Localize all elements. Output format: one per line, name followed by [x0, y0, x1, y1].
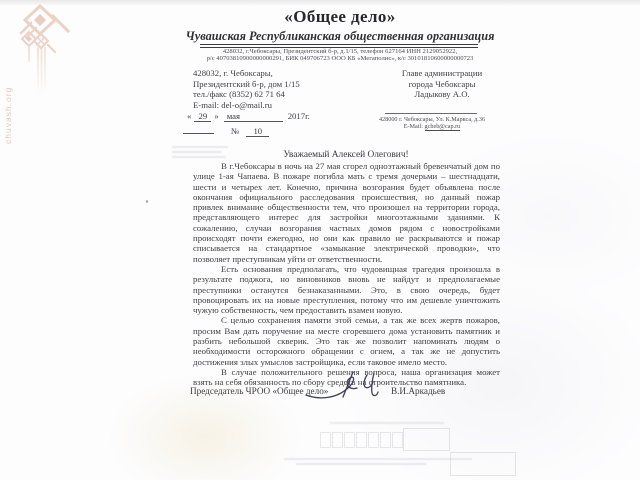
recipient-email-link: gcheb@cap.ru — [424, 123, 461, 131]
watermark-site-text: chuvash.org — [3, 86, 13, 144]
sender-email: E-mail: del-o@mail.ru — [193, 100, 272, 111]
signer-position: Председатель ЧРОО «Общее дело» — [190, 386, 329, 396]
number-blank-line — [183, 124, 214, 134]
recipient-email-line — [372, 123, 492, 130]
paragraph-4: В случае положительного решения вопроса, наша организация может взять на себя обязанность по сбору средств на строительство памятника. — [193, 366, 500, 388]
paragraph-2: Есть основания предполагать, что чудовищная трагедия произошла в результате поджога, но виновников вновь не найдут и предполагаемые преступники останутся безнаказанными. Это, в свою очередь, будет провоцировать их на новые преступления, потому что им дешевле уничтожить чужую собственность, чем предоставить взамен новую. — [193, 263, 500, 316]
recipient-address-block — [372, 116, 492, 130]
date-open-quote: « — [187, 111, 192, 121]
date-year: 2017г. — [287, 111, 310, 121]
bleedthrough-text-line — [284, 458, 472, 460]
org-title: «Общее дело» — [284, 7, 396, 26]
handwritten-signature-icon — [303, 369, 387, 403]
sender-address-line2: Президентский б-р, дом 1/15 — [193, 78, 300, 89]
bleedthrough-text-line — [296, 463, 426, 465]
org-requisites-line2: р/с 40703810900000000291, БИК 049706723 ООО КБ «Мегаполис», к/с 30101810600000000723 — [206, 55, 474, 62]
recipient-block — [377, 68, 507, 100]
recipient-line3: Ладыкову А.О. — [414, 89, 470, 100]
sender-address-line1: 428032, г. Чебоксары, — [193, 68, 273, 78]
chuvash-ornament-icon — [8, 3, 72, 99]
date-close-quote: » — [214, 111, 219, 121]
bleedthrough-text-line — [172, 146, 228, 148]
number-sign: № — [231, 126, 240, 136]
recipient-address: 428000 г. Чебоксары, Ул. К.Маркса, д.36 — [378, 116, 486, 123]
sender-phone: тел./факс (8352) 62 71 64 — [193, 89, 285, 100]
paragraph-3: С целью сохранения памяти этой семьи, а так же всех жертв пожаров, просим Вам дать поручение на месте сгоревшего дома установить памятник и разбить небольшой скверик. Это так же позволит напоминать людям о необходимости осторожного обращении с огнем, а так же не допустить достижения злых умыслов застройщика, если таковое имело место. — [193, 315, 500, 367]
paragraph-1: В г.Чебоксары в ночь на 27 мая сгорел одноэтажный бревенчатый дом по улице 1-ая Чапаева. В пожаре погибла мать с тремя дочерьми – шестнадцати, шести и четырех лет. Конечно, причина возгорания будет объявлена после окончания официального расследования происшествия, но данный пожар привлек внимание общественности тем, что произошел на территории города, представляющего интерес для застройки многоэтажными зданиями. К сожалению, случаи возгорания частных домов рядом с новостройками происходят почти ежегодно, но они как правило не раскрываются и пожар списывается на стандартное «замыкание электрической проводки», что позволяет преступникам уйти от ответственности. — [193, 161, 500, 264]
number-value: 10 — [246, 126, 269, 137]
org-subtitle: Чувашская Республиканская общественная организация — [185, 29, 495, 43]
letter-date — [187, 111, 310, 122]
date-day: 29 — [194, 111, 211, 122]
recipient-email-label: E-Mail: — [403, 123, 423, 131]
org-requisites-line1: 428032, г.Чебоксары, Президентский б-р, д.1/15, телефон 627164 ИНН 2129052922, — [222, 48, 458, 55]
scan-speck — [146, 200, 148, 203]
signer-name: В.И.Аркадьев — [391, 386, 446, 396]
bleedthrough-box — [403, 428, 450, 451]
recipient-line2: города Чебоксары — [408, 78, 476, 89]
bleedthrough-cells — [320, 432, 403, 448]
letter-number — [183, 124, 269, 137]
date-month: мая — [224, 111, 283, 122]
salutation: Уважаемый Алексей Олегович! — [283, 150, 409, 160]
letter-body — [193, 161, 500, 388]
sender-address-block — [193, 68, 300, 111]
bleedthrough-box — [450, 452, 516, 476]
recipient-divider — [385, 113, 477, 114]
bleedthrough-line — [330, 422, 444, 424]
recipient-line1: Главе администрации — [401, 68, 483, 78]
